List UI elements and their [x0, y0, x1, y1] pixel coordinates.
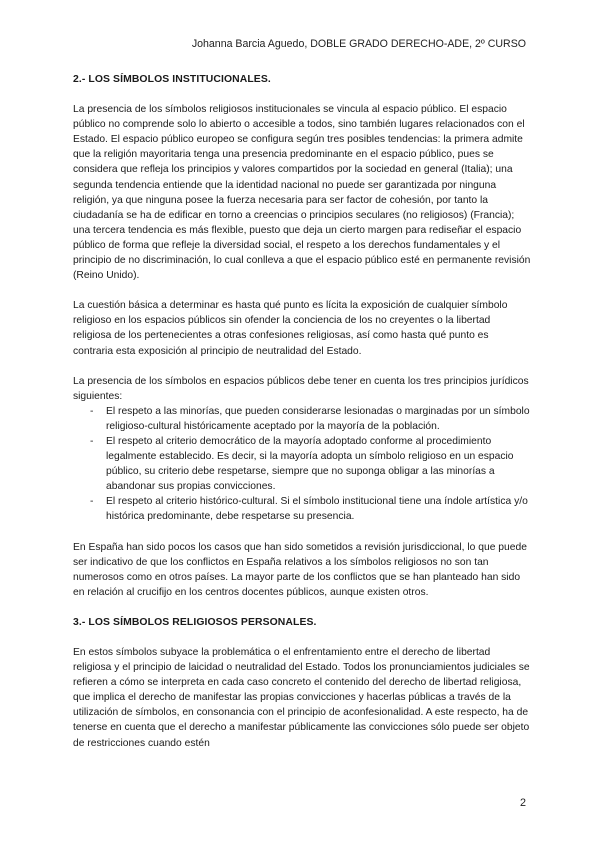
section-2-paragraph-4: En España han sido pocos los casos que han sido sometidos a revisión jurisdiccional, lo que puede ser indicativo de que los conflictos en España relativos a los símbolos religiosos no son tan numerosos como en otros países. La mayor parte de los conflictos que se han planteado han sido en relación al crucifijo en los centros docentes públicos, aunque existen otros.	[73, 541, 527, 598]
page-header: Johanna Barcia Aguedo, DOBLE GRADO DERECHO-ADE, 2º CURSO	[191, 38, 526, 50]
bullet-dash: -	[90, 405, 94, 417]
section-2-paragraph-3: La presencia de los símbolos en espacios públicos debe tener en cuenta los tres principios jurídicos siguientes:	[73, 375, 529, 402]
list-item-text: El respeto al criterio democrático de la mayoría adoptado conforme al procedimiento legalmente establecido. Es decir, si la mayoría adopta un símbolo religioso en un espacio público, su criterio debe respetarse, siempre que no suponga obligar a las minorías a abandonar sus propias convicciones.	[106, 435, 514, 493]
list-item	[73, 404, 531, 434]
list-item	[73, 434, 531, 494]
section-2-paragraph-1: La presencia de los símbolos religiosos institucionales se vincula al espacio público. El espacio público no comprende solo lo abierto o accesible a todos, sino también lugares relacionados con el Estado. El espacio público europeo se configura según tres posibles tendencias: la primera admite que la religión mayoritaria tenga una presencia predominante en el espacio público, pues se considera que refleja los principios y valores compartidos por la sociedad en general (Italia); una segunda tendencia entiende que la identidad nacional no puede ser garantizada por ninguna religión, ya que ninguna posee la fuerza necesaria para ser factor de cohesión, por tanto la ciudadanía se ha de edificar en torno a creencias o principios seculares (no religiosos) (Francia); una tercera tendencia es más flexible, puesto que deja un cierto margen para rediseñar el espacio público de forma que refleje la diversidad social, el respeto a los derechos fundamentales y el principio de no discriminación, lo cual conlleva a que el espacio público esté en permanente revisión (Reino Unido).	[73, 104, 531, 282]
list-item	[73, 494, 531, 524]
section-3-paragraph-1: En estos símbolos subyace la problemática o el enfrentamiento entre el derecho de libertad religiosa y el principio de laicidad o neutralidad del Estado. Todos los pronunciamientos judiciales se refieren a cómo se interpreta en cada caso concreto el contenido del derecho de libertad religiosa, que implica el derecho de manifestar las propias convicciones y hacerlas públicas a través de la utilización de símbolos, en consonancia con el principio de aconfesionalidad. A este respecto, ha de tenerse en cuenta que el derecho a manifestar públicamente las convicciones sólo puede ser objeto de restricciones cuando estén	[73, 647, 530, 749]
section-2-paragraph-2: La cuestión básica a determinar es hasta qué punto es lícita la exposición de cualquier símbolo religioso en los espacios públicos sin ofender la conciencia de los no creyentes o la libertad religiosa de los pertenecientes a otras confesiones religiosas, así como hasta qué punto es contraria esta exposición al principio de neutralidad del Estado.	[73, 300, 508, 357]
principles-list	[73, 404, 531, 525]
section-2-heading: 2.- LOS SÍMBOLOS INSTITUCIONALES.	[73, 74, 271, 85]
section-3-heading: 3.- LOS SÍMBOLOS RELIGIOSOS PERSONALES.	[73, 616, 317, 628]
list-item-text: El respeto a las minorías, que pueden considerarse lesionadas o marginadas por un símbolo religioso-cultural históricamente aceptado por la mayoría de la población.	[106, 405, 530, 432]
page-number: 2	[519, 797, 526, 809]
list-item-text: El respeto al criterio histórico-cultural. Si el símbolo institucional tiene una índole artística y/o histórica predominante, debe respetarse su presencia.	[106, 496, 528, 523]
bullet-dash: -	[90, 496, 94, 508]
page-content	[73, 72, 531, 766]
bullet-dash: -	[90, 435, 94, 447]
